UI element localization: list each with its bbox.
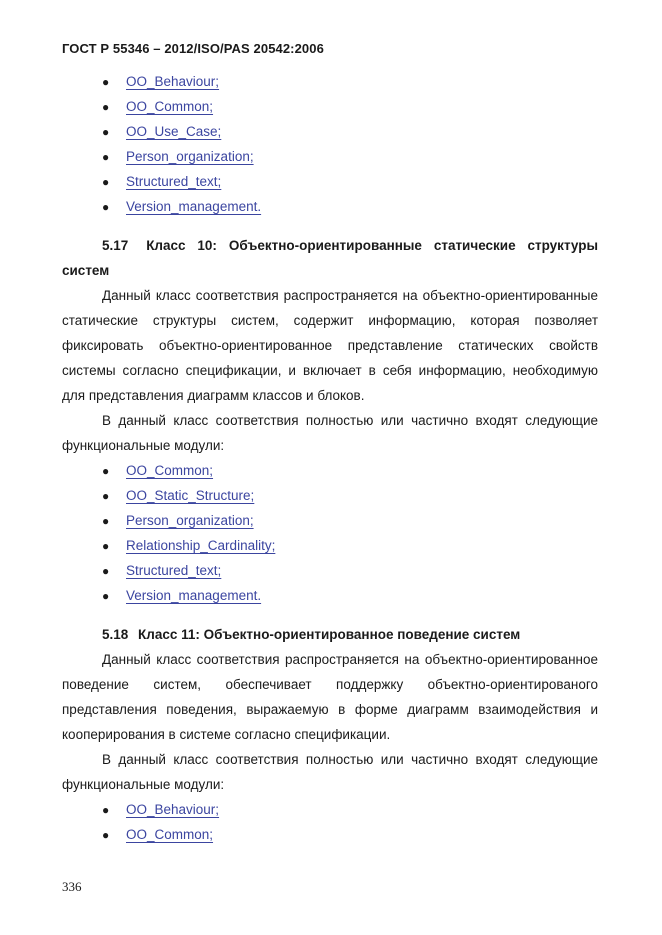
section-heading-5-18 xyxy=(62,622,598,647)
bullet-icon: ● xyxy=(102,464,110,478)
module-list-top xyxy=(102,69,261,219)
section-heading-5-17 xyxy=(62,233,598,283)
bullet-icon: ● xyxy=(102,514,110,528)
list-item xyxy=(102,458,275,483)
list-item xyxy=(102,119,261,144)
section-5-18-paragraph-1: Данный класс соответствия распространяется на объектно-ориентированное поведение систем, обеспечивает поддержку объектно-ориентированого представления поведения, выражаемую в форме диаграмм взаимодействия и кооперирования в системе согласно спецификации. xyxy=(62,652,598,742)
list-item xyxy=(102,508,275,533)
section-title: Класс 10: Объектно-ориентированные статические структуры систем xyxy=(62,238,598,278)
page-number: 336 xyxy=(62,879,82,894)
list-item xyxy=(102,94,261,119)
list-item xyxy=(102,483,275,508)
section-5-17-paragraph-2: В данный класс соответствия полностью или частично входят следующие функциональные модули: xyxy=(62,413,598,453)
module-link[interactable]: OO_Behaviour; xyxy=(126,802,220,817)
section-number: 5.18 xyxy=(102,627,129,642)
bullet-icon: ● xyxy=(102,803,110,817)
list-item xyxy=(102,169,261,194)
module-link[interactable]: OO_Common; xyxy=(126,463,214,478)
module-link[interactable]: OO_Use_Case; xyxy=(126,124,222,139)
list-item xyxy=(102,194,261,219)
bullet-icon: ● xyxy=(102,100,110,114)
module-link[interactable]: Version_management. xyxy=(126,199,262,214)
module-link[interactable]: Relationship_Cardinality; xyxy=(126,538,276,553)
module-list-5-18 xyxy=(102,797,219,847)
bullet-icon: ● xyxy=(102,489,110,503)
bullet-icon: ● xyxy=(102,200,110,214)
bullet-icon: ● xyxy=(102,539,110,553)
module-link[interactable]: Version_management. xyxy=(126,588,262,603)
section-number: 5.17 xyxy=(102,238,129,253)
section-5-18-paragraph-2: В данный класс соответствия полностью или частично входят следующие функциональные модули: xyxy=(62,752,598,792)
module-link[interactable]: Structured_text; xyxy=(126,563,222,578)
list-item xyxy=(102,822,219,847)
bullet-icon: ● xyxy=(102,564,110,578)
list-item xyxy=(102,144,261,169)
list-item xyxy=(102,583,275,608)
module-link[interactable]: Person_organization; xyxy=(126,513,254,528)
bullet-icon: ● xyxy=(102,828,110,842)
bullet-icon: ● xyxy=(102,125,110,139)
list-item xyxy=(102,69,261,94)
module-link[interactable]: OO_Common; xyxy=(126,99,214,114)
list-item xyxy=(102,533,275,558)
module-link[interactable]: Structured_text; xyxy=(126,174,222,189)
module-link[interactable]: OO_Common; xyxy=(126,827,214,842)
bullet-icon: ● xyxy=(102,589,110,603)
list-item xyxy=(102,797,219,822)
bullet-icon: ● xyxy=(102,175,110,189)
list-item xyxy=(102,558,275,583)
section-5-17-paragraph-1: Данный класс соответствия распространяется на объектно-ориентированные статические структуры систем, содержит информацию, которая позволяет фиксировать объектно-ориентированное представление статических свойств системы согласно спецификации, и включает в себя информацию, необходимую для представления диаграмм классов и блоков. xyxy=(62,288,598,403)
module-link[interactable]: Person_organization; xyxy=(126,149,254,164)
bullet-icon: ● xyxy=(102,150,110,164)
module-link[interactable]: OO_Static_Structure; xyxy=(126,488,255,503)
section-title: Класс 11: Объектно-ориентированное поведение систем xyxy=(138,627,521,642)
module-list-5-17 xyxy=(102,458,275,608)
module-link[interactable]: OO_Behaviour; xyxy=(126,74,220,89)
page-header: ГОСТ Р 55346 – 2012/ISO/PAS 20542:2006 xyxy=(62,41,324,56)
bullet-icon: ● xyxy=(102,75,110,89)
